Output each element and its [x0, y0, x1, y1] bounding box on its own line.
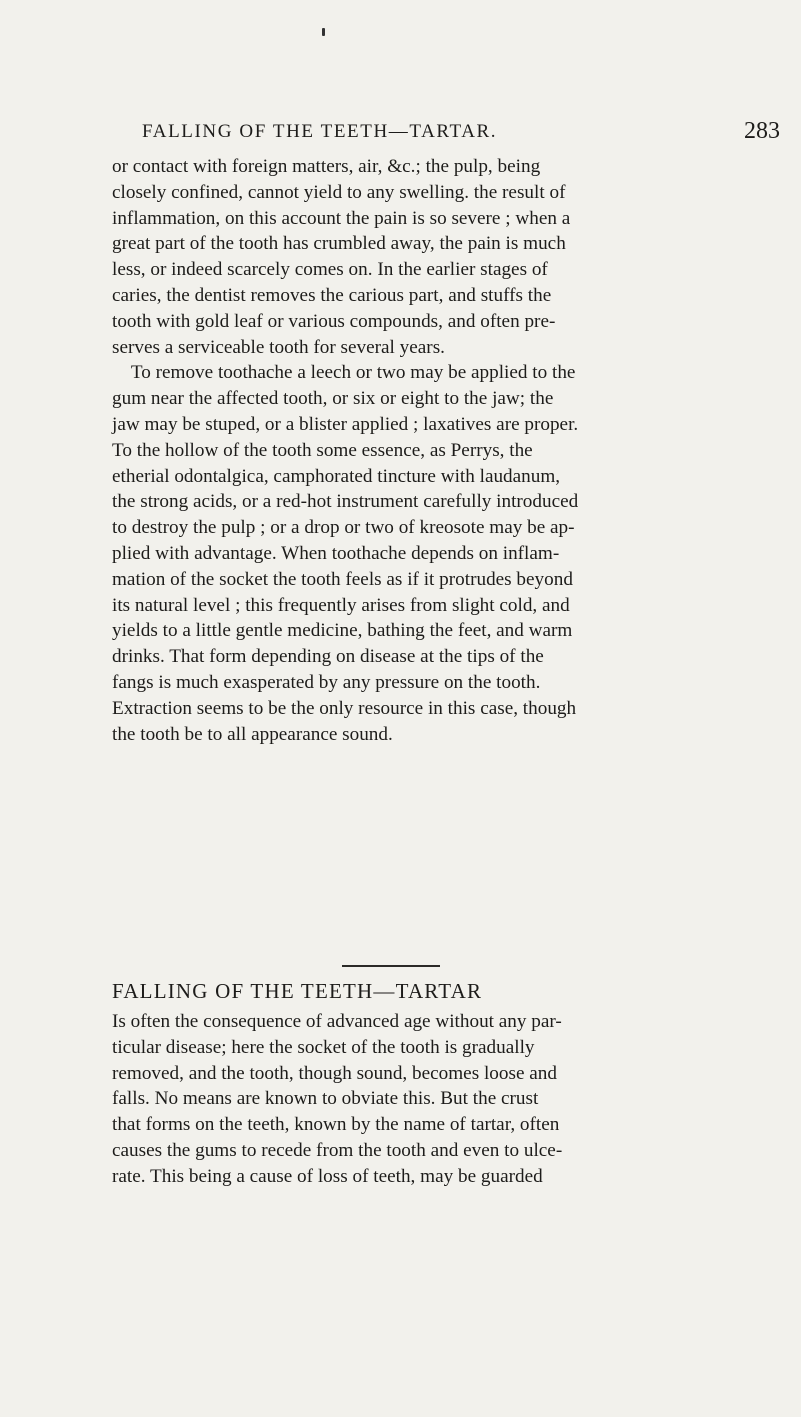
text-line: rate. This being a cause of loss of teeth, may be guarded	[112, 1165, 543, 1187]
text-line: serves a serviceable tooth for several years.	[112, 336, 445, 358]
text-line: etherial odontalgica, camphorated tincture with laudanum,	[112, 465, 561, 487]
text-line: Extraction seems to be the only resource in this case, though	[112, 697, 577, 719]
text-line: removed, and the tooth, though sound, becomes loose and	[112, 1062, 557, 1084]
ink-speck	[322, 28, 325, 36]
page-number: 283	[744, 118, 780, 144]
text-line: plied with advantage. When toothache depends on inflam-	[112, 542, 560, 564]
text-line: mation of the socket the tooth feels as if it protrudes beyond	[112, 568, 573, 590]
text-line: great part of the tooth has crumbled away, the pain is much	[112, 233, 566, 255]
text-line: fangs is much exasperated by any pressure on the tooth.	[112, 671, 541, 693]
text-line: less, or indeed scarcely comes on. In the earlier stages of	[112, 259, 548, 281]
text-line: the tooth be to all appearance sound.	[112, 723, 393, 745]
text-line: To remove toothache a leech or two may be applied to the	[112, 362, 576, 384]
text-line: yields to a little gentle medicine, bathing the feet, and warm	[112, 620, 573, 642]
text-line: tooth with gold leaf or various compounds, and often pre-	[112, 310, 556, 332]
text-line: or contact with foreign matters, air, &c.; the pulp, being	[112, 156, 541, 177]
text-line: ticular disease; here the socket of the tooth is gradually	[112, 1036, 535, 1058]
text-line: jaw may be stuped, or a blister applied ; laxatives are proper.	[112, 413, 579, 435]
text-line: To the hollow of the tooth some essence, as Perrys, the	[112, 439, 533, 461]
running-title: FALLING OF THE TEETH—TARTAR.	[142, 121, 498, 142]
text-line: to destroy the pulp ; or a drop or two of kreosote may be ap-	[112, 517, 575, 539]
text-line: Is often the consequence of advanced age without any par-	[112, 1011, 562, 1032]
text-line: causes the gums to recede from the tooth and even to ulce-	[112, 1139, 563, 1161]
text-line: its natural level ; this frequently arises from slight cold, and	[112, 594, 570, 616]
section-text-block	[112, 1009, 792, 1190]
text-line: gum near the affected tooth, or six or eight to the jaw; the	[112, 388, 554, 410]
text-line: inflammation, on this account the pain is so severe ; when a	[112, 207, 571, 229]
main-text-block	[112, 154, 792, 747]
text-line: falls. No means are known to obviate this. But the crust	[112, 1088, 539, 1110]
text-line: closely confined, cannot yield to any swelling. the result of	[112, 181, 566, 203]
text-line: that forms on the teeth, known by the name of tartar, often	[112, 1114, 560, 1136]
text-line: drinks. That form depending on disease at the tips of the	[112, 646, 544, 668]
section-heading: FALLING OF THE TEETH—TARTAR	[112, 979, 483, 1003]
running-head	[142, 118, 780, 149]
section-divider	[342, 965, 440, 967]
text-line: caries, the dentist removes the carious part, and stuffs the	[112, 284, 552, 306]
text-line: the strong acids, or a red-hot instrument carefully introduced	[112, 491, 579, 513]
